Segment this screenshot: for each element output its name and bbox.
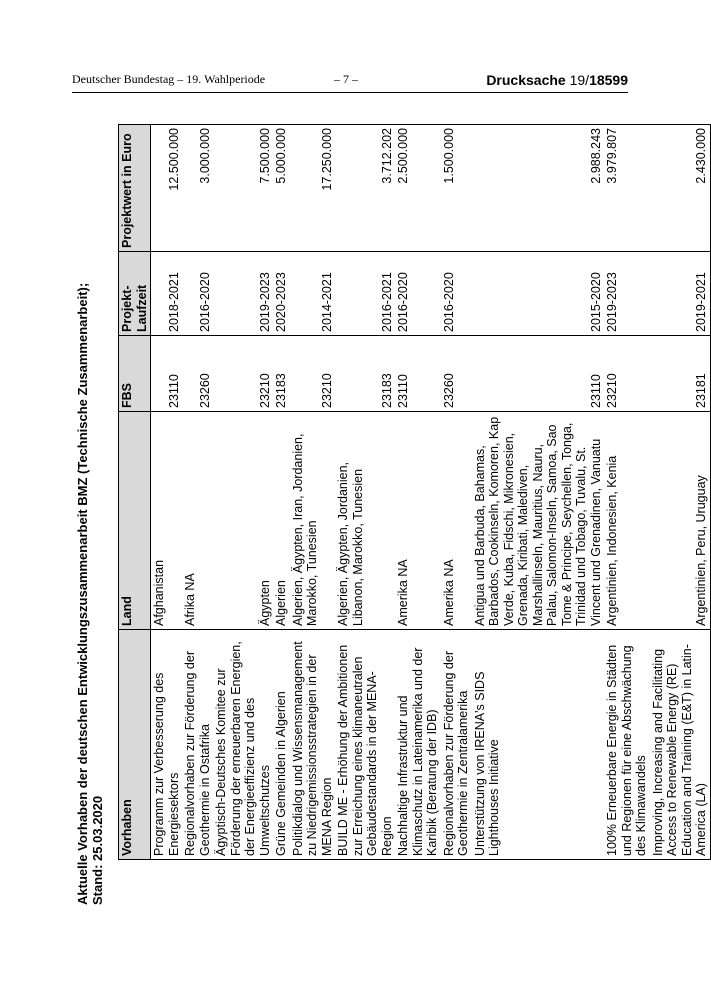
cell-wert: 3.000.000 [182, 125, 213, 252]
cell-fbs: 23110 [472, 336, 605, 412]
cell-land: Argentinien, Peru, Uruguay [650, 412, 711, 630]
table-row [395, 125, 441, 860]
cell-wert: 3.712.202 [335, 125, 395, 252]
caption-date: Stand: 25.03.2020 [90, 795, 105, 905]
cell-vorhaben: Regionalvorhaben zur Förderung der Geothermie in Zentralamerika [441, 630, 472, 860]
header-drucksache-number-a: 19/ [569, 72, 590, 88]
table-row [650, 125, 711, 860]
cell-laufzeit: 2016-2020 [182, 252, 213, 336]
table-row [182, 125, 213, 860]
cell-fbs: 23210 [290, 336, 336, 412]
cell-wert: 2.500.000 [395, 125, 441, 252]
header-wert: Projektwert in Euro [119, 125, 151, 252]
cell-fbs: 23210 [213, 336, 273, 412]
cell-laufzeit: 2019-2021 [650, 252, 711, 336]
cell-land: Algerien [273, 412, 290, 630]
header-parliament: Deutscher Bundestag – 19. Wahlperiode [72, 72, 266, 86]
cell-vorhaben: 100% Erneuerbare Energie in Städten und Regionen für eine Abschwächung des Klimawandels [604, 630, 650, 860]
cell-land: Antigua und Barbuda, Bahamas, Barbados, Cookinseln, Komoren, Kap Verde, Kuba, Fidschi, Mikronesien, Grenada, Kiribati, Malediven, Marshallinseln, Mauritius, Nauru, Palau, Salomon-Inseln, Samoa, Sao Tome & Principe, Seychellen, Tonga, Trinidad und Tobago, Tuvalu, St. Vincent und Grenadinen, Vanuatu [472, 412, 605, 630]
cell-fbs: 23183 [273, 336, 290, 412]
cell-wert: 1.500.000 [441, 125, 472, 252]
header-drucksache-number-b: 18599 [589, 72, 628, 88]
cell-land: Afrika NA [182, 412, 213, 630]
header-fbs: FBS [119, 336, 151, 412]
cell-vorhaben: Grüne Gemeinden in Algerien [273, 630, 290, 860]
table-row [604, 125, 650, 860]
table-caption [75, 283, 105, 905]
cell-laufzeit: 2014-2021 [290, 252, 336, 336]
cell-land: Amerika NA [395, 412, 441, 630]
cell-vorhaben: Regionalvorhaben zur Förderung der Geothermie in Ostafrika [182, 630, 213, 860]
cell-wert: 17.250.000 [290, 125, 336, 252]
cell-fbs: 23110 [151, 336, 183, 412]
header-drucksache [486, 72, 628, 88]
cell-wert: 3.979.807 [604, 125, 650, 252]
cell-land: Ägypten [213, 412, 273, 630]
cell-wert: 2.988.243 [472, 125, 605, 252]
cell-land: Afghanistan [151, 412, 183, 630]
cell-fbs: 23183 [335, 336, 395, 412]
cell-fbs: 23260 [182, 336, 213, 412]
cell-wert: 7.500.000 [213, 125, 273, 252]
header-page-number: – 7 – [334, 72, 358, 86]
cell-laufzeit: 2016-2021 [335, 252, 395, 336]
cell-fbs: 23260 [441, 336, 472, 412]
cell-fbs: 23181 [650, 336, 711, 412]
rotated-content [75, 125, 708, 905]
cell-vorhaben: Improving, Increasing and Facilitating Access to Renewable Energy (RE) Education and Training (E&T) in Latin-America (LA) [650, 630, 711, 860]
cell-laufzeit: 2019-2023 [213, 252, 273, 336]
table-header-row [119, 125, 151, 860]
table-row [151, 125, 183, 860]
cell-vorhaben: Ägyptisch-Deutsches Komitee zur Förderung der erneuerbaren Energien, der Energieeffizienz und des Umweltschutzes [213, 630, 273, 860]
table-row [335, 125, 395, 860]
cell-wert: 12.500.000 [151, 125, 183, 252]
table-row [273, 125, 290, 860]
cell-laufzeit: 2018-2021 [151, 252, 183, 336]
cell-laufzeit: 2020-2023 [273, 252, 290, 336]
cell-wert: 2.430.000 [650, 125, 711, 252]
header-land: Land [119, 412, 151, 630]
cell-land: Amerika NA [441, 412, 472, 630]
cell-vorhaben: Politikdialog und Wissensmanagement zu Niedrigemissionsstrategien in der MENA Region [290, 630, 336, 860]
cell-laufzeit: 2016-2020 [441, 252, 472, 336]
header-rule [72, 92, 628, 93]
cell-land: Argentinien, Indonesien, Kenia [604, 412, 650, 630]
cell-vorhaben: Programm zur Verbesserung des Energiesektors [151, 630, 183, 860]
cell-laufzeit: 2015-2020 [472, 252, 605, 336]
header-laufzeit: Projekt-Laufzeit [119, 252, 151, 336]
header-drucksache-label: Drucksache [486, 72, 570, 88]
cell-wert: 5.000.000 [273, 125, 290, 252]
cell-land: Algerien, Ägypten, Iran, Jordanien, Marokko, Tunesien [290, 412, 336, 630]
cell-vorhaben: Unterstützung von IRENA's SIDS Lighthouses Initiative [472, 630, 605, 860]
table-row [441, 125, 472, 860]
cell-laufzeit: 2019-2023 [604, 252, 650, 336]
table-row [472, 125, 605, 860]
header-vorhaben: Vorhaben [119, 630, 151, 860]
cell-land: Algerien, Ägypten, Jordanien, Libanon, Marokko, Tunesien [335, 412, 395, 630]
cell-fbs: 23110 [395, 336, 441, 412]
table-row [213, 125, 273, 860]
caption-title: Aktuelle Vorhaben der deutschen Entwicklungszusammenarbeit BMZ (Technische Zusammenarbeit); [75, 282, 90, 905]
table-row [290, 125, 336, 860]
cell-fbs: 23210 [604, 336, 650, 412]
cell-laufzeit: 2016-2020 [395, 252, 441, 336]
projects-table [118, 124, 711, 860]
cell-vorhaben: BUILD ME - Erhöhung der Ambitionen zur Erreichung eines klimaneutralen Gebäudestandards in der MENA-Region [335, 630, 395, 860]
cell-vorhaben: Nachhaltige Infrastruktur und Klimaschutz in Lateinamerika und der Karibik (Beratung der IDB) [395, 630, 441, 860]
page-header [72, 72, 628, 90]
